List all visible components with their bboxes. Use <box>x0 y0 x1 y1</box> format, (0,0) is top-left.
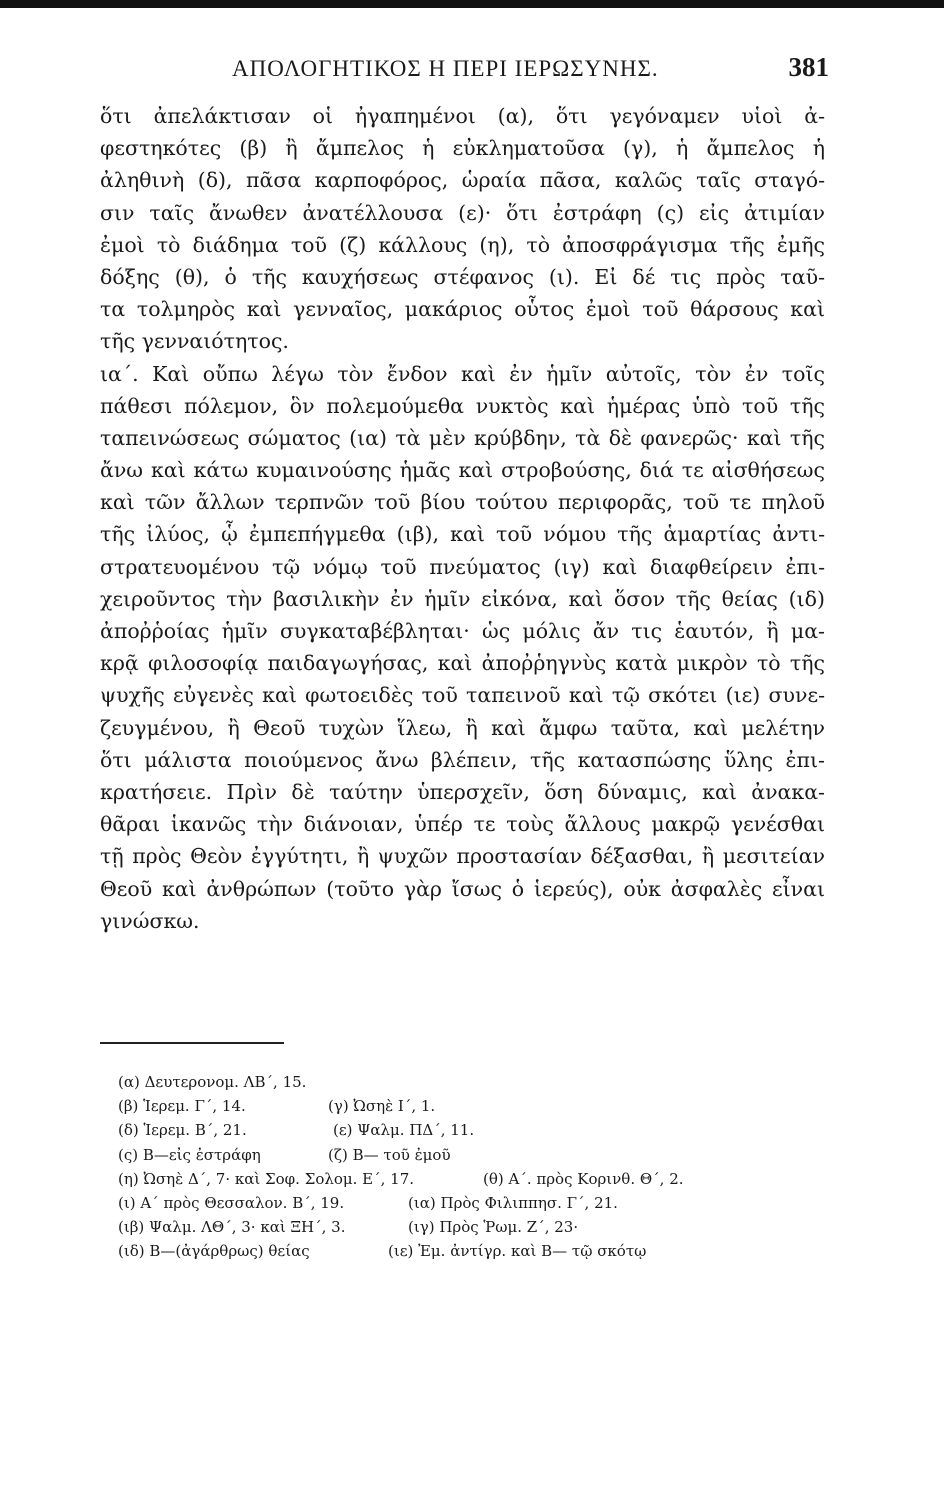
footnote-separator <box>100 1042 284 1044</box>
text-line: τα τολμηρὸς καὶ γενναῖος, μακάριος οὗτος ἐμοὶ τοῦ θάρσους καὶ <box>100 297 825 322</box>
footnote-entry: (δ) Ἱερεμ. Β΄, 21. <box>118 1121 247 1140</box>
text-line: ζευγμένου, ἢ Θεοῦ τυχὼν ἵλεω, ἢ καὶ ἄμφω ταῦτα, καὶ μελέτην <box>100 715 825 740</box>
text-line: ἀποῤῥοίας ἡμῖν συγκαταβέβληται· ὡς μόλις ἄν τις ἑαυτόν, ἢ μα- <box>100 619 825 643</box>
running-title: ΑΠΟΛΟΓΗΤΙΚΟΣ Η ΠΕΡΙ ΙΕΡΩΣΥΝΗΣ. <box>232 56 659 81</box>
text-line: κρᾷ φιλοσοφίᾳ παιδαγωγήσας, καὶ ἀποῤῥηγνὺς κατὰ μικρὸν τὸ τῆς <box>100 651 825 676</box>
text-line: φεστηκότες (β) ἢ ἄμπελος ἡ εὐκληματοῦσα (γ), ἡ ἄμπελος ἡ <box>100 136 825 161</box>
footnote-line <box>118 1094 818 1118</box>
footnote-line <box>118 1143 818 1167</box>
footnote-entry: (ιδ) Β—(ἀγάρθρως) θείας <box>118 1242 310 1261</box>
footnotes <box>118 1070 818 1264</box>
footnote-line <box>118 1191 818 1215</box>
page-header <box>100 48 829 88</box>
text-line: ψυχῆς εὐγενὲς καὶ φωτοειδὲς τοῦ ταπεινοῦ καὶ τῷ σκότει (ιε) συνε- <box>100 683 825 708</box>
text-line: ἐμοὶ τὸ διάδημα τοῦ (ζ) κάλλους (η), τὸ ἀποσφράγισμα τῆς ἐμῆς <box>100 232 825 257</box>
footnote-entry: (ε) Ψαλμ. ΠΔ΄, 11. <box>333 1121 475 1140</box>
text-line: ια΄. Καὶ οὔπω λέγω τὸν ἔνδον καὶ ἐν ἡμῖν αὐτοῖς, τὸν ἐν τοῖς <box>100 361 825 386</box>
text-line: καὶ τῶν ἄλλων τερπνῶν τοῦ βίου τούτου περιφορᾶς, τοῦ τε πηλοῦ <box>100 490 825 515</box>
footnote-entry: (ιε) Ἐμ. ἀντίγρ. καὶ Β— τῷ σκότῳ <box>388 1242 647 1261</box>
text-line: πάθεσι πόλεμον, ὃν πολεμούμεθα νυκτὸς καὶ ἡμέρας ὑπὸ τοῦ τῆς <box>100 393 825 418</box>
footnote-entry: (α) Δευτερονομ. ΛΒ΄, 15. <box>118 1073 307 1091</box>
footnote-entry: (β) Ἱερεμ. Γ΄, 14. <box>118 1097 246 1116</box>
footnote-entry: (ς) Β—εἰς ἐστράφη <box>118 1145 261 1164</box>
text-line: ἄνω καὶ κάτω κυμαινούσης ἡμᾶς καὶ στροβούσης, διά τε αἰσθήσεως <box>100 458 825 483</box>
footnote-line <box>118 1239 818 1263</box>
text-line: θᾶραι ἱκανῶς τὴν διάνοιαν, ὑπέρ τε τοὺς ἄλλους μακρῷ γενέσθαι <box>100 812 825 837</box>
text-line: ταπεινώσεως σώματος (ια) τὰ μὲν κρύβδην, τὰ δὲ φανερῶς· καὶ τῆς <box>100 425 825 450</box>
text-line: χειροῦντος τὴν βασιλικὴν ἐν ἡμῖν εἰκόνα, καὶ ὅσον τῆς θείας (ιδ) <box>100 586 825 611</box>
text-line: ἀληθινὴ (δ), πᾶσα καρποφόρος, ὡραία πᾶσα, καλῶς ταῖς σταγό- <box>100 168 825 193</box>
footnote-line <box>118 1070 818 1094</box>
text-line: δόξης (θ), ὁ τῆς καυχήσεως στέφανος (ι). Εἰ δέ τις πρὸς ταῦ- <box>100 264 825 289</box>
text-line: γινώσκω. <box>100 908 200 933</box>
text-line: ὅτι μάλιστα ποιούμενος ἄνω βλέπειν, τῆς κατασπώσης ὕλης ἐπι- <box>100 747 825 772</box>
text-line: Θεοῦ καὶ ἀνθρώπων (τοῦτο γὰρ ἴσως ὁ ἱερεύς), οὐκ ἀσφαλὲς εἶναι <box>100 876 825 901</box>
footnote-entry: (η) Ὠσηὲ Δ΄, 7· καὶ Σοφ. Σολομ. Ε΄, 17. <box>118 1169 415 1188</box>
footnote-line <box>118 1118 818 1142</box>
footnote-line <box>118 1167 818 1191</box>
text-line: τῇ πρὸς Θεὸν ἐγγύτητι, ἢ ψυχῶν προστασίαν δέξασθαι, ἢ μεσιτείαν <box>100 844 825 869</box>
top-edge-bar <box>0 0 944 8</box>
text-line: τῆς γενναιότητος. <box>100 329 289 354</box>
text-line: ὅτι ἀπελάκτισαν οἱ ἠγαπημένοι (α), ὅτι γεγόναμεν υἱοὶ ἀ- <box>100 104 825 128</box>
footnote-entry: (γ) Ὠσηὲ Ι΄, 1. <box>328 1097 436 1116</box>
main-text <box>100 100 825 937</box>
footnote-entry: (ιγ) Πρὸς Ῥωμ. Ζ΄, 23· <box>408 1218 579 1237</box>
page-number: 381 <box>788 52 829 82</box>
text-line: σιν ταῖς ἄνωθεν ἀνατέλλουσα (ε)· ὅτι ἐστράφη (ς) εἰς ἀτιμίαν <box>100 200 825 225</box>
footnote-line <box>118 1215 818 1239</box>
text-line: τῆς ἰλύος, ᾧ ἐμπεπήγμεθα (ιβ), καὶ τοῦ νόμου τῆς ἁμαρτίας ἀντι- <box>100 522 825 547</box>
text-line: στρατευομένου τῷ νόμῳ τοῦ πνεύματος (ιγ) καὶ διαφθείρειν ἐπι- <box>100 554 825 579</box>
footnote-entry: (ι) Α΄ πρὸς Θεσσαλον. Β΄, 19. <box>118 1193 345 1212</box>
footnote-entry: (ιβ) Ψαλμ. ΛΘ΄, 3· καὶ ΞΗ΄, 3. <box>118 1218 346 1237</box>
footnote-entry: (ζ) Β— τοῦ ἐμοῦ <box>328 1145 451 1164</box>
text-line: κρατήσειε. Πρὶν δὲ ταύτην ὑπερσχεῖν, ὅση δύναμις, καὶ ἀνακα- <box>100 779 825 804</box>
book-page <box>100 48 829 1261</box>
footnote-entry: (ια) Πρὸς Φιλιππησ. Γ΄, 21. <box>408 1193 618 1212</box>
footnote-entry: (θ) Α΄. πρὸς Κορινθ. Θ΄, 2. <box>483 1169 684 1188</box>
